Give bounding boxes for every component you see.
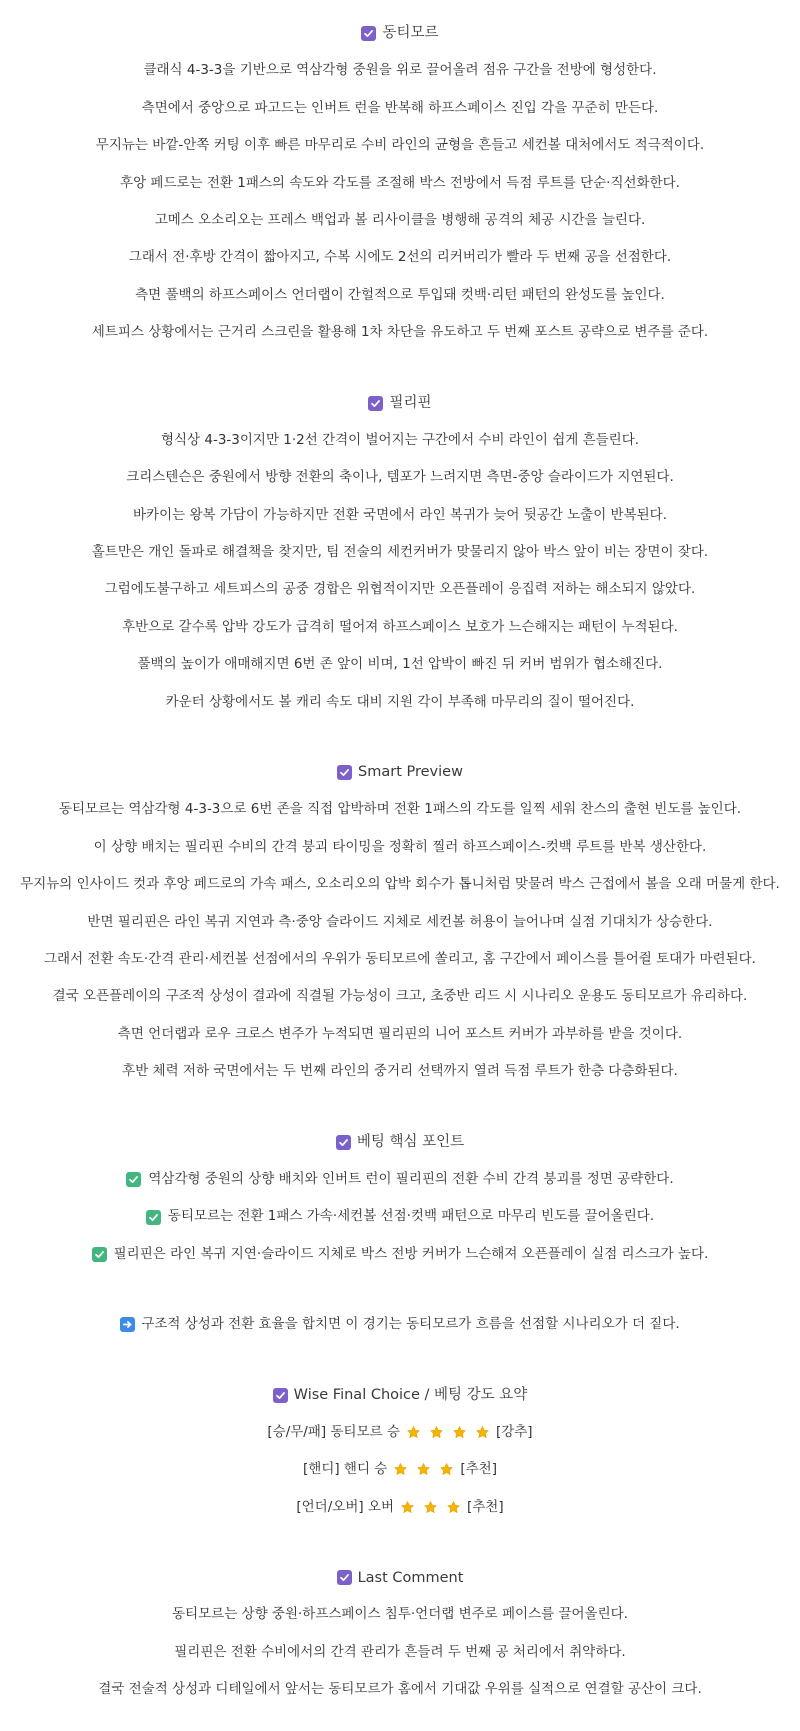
paragraph-line: 측면에서 중앙으로 파고드는 인버트 런을 반복해 하프스페이스 진입 각을 꾸준히 만든다. (141, 99, 659, 116)
pick-row (0, 1451, 800, 1488)
paragraph-line: 풀백의 높이가 애매해지면 6번 존 앞이 비며, 1선 압박이 빠진 뒤 커버 범위가 협소해진다. (137, 656, 663, 673)
checkbox-icon (337, 765, 352, 780)
star-icon (475, 1425, 490, 1440)
section-wise-final (0, 1377, 800, 1527)
paragraph-line: 필리핀은 전환 수비에서의 간격 관리가 흔들려 두 번째 공 처리에서 취약하다. (174, 1643, 626, 1660)
section-title: Last Comment (357, 1569, 464, 1586)
star-icon (439, 1462, 454, 1477)
star-icon (400, 1500, 415, 1515)
checkbox-icon (368, 396, 383, 411)
section-title: Wise Final Choice / 베팅 강도 요약 (293, 1386, 528, 1403)
bullet-text: 동티모르는 전환 1패스 가속·세컨볼 선점·컷백 패턴으로 마무리 빈도를 끌어올린다. (167, 1208, 655, 1225)
star-rating (396, 1500, 465, 1515)
paragraph-line: 후반으로 갈수록 압박 강도가 급격히 떨어져 하프스페이스 보호가 느슨해지는 패턴이 누적된다. (122, 618, 678, 635)
paragraph-line: 크리스텐슨은 중원에서 방향 전환의 축이나, 템포가 느려지면 측면-중앙 슬라이드가 지연된다. (126, 469, 674, 486)
star-icon (423, 1500, 438, 1515)
pick-label: [승/무/패] 동티모르 승 (267, 1423, 400, 1440)
paragraph-line: 형식상 4-3-3이지만 1·2선 간격이 벌어지는 구간에서 수비 라인이 쉽게 흔들린다. (160, 431, 640, 448)
checkbox-icon (336, 1135, 351, 1150)
paragraph-line: 그래서 전환 속도·간격 관리·세컨볼 선점에서의 우위가 동티모르에 쏠리고, 홈 구간에서 페이스를 틀어쥘 토대가 마련된다. (44, 950, 756, 967)
summary-text: 구조적 상성과 전환 효율을 합치면 이 경기는 동티모르가 흐름을 선점할 시나리오가 더 짙다. (141, 1316, 680, 1333)
pick-label: [언더/오버] 오버 (296, 1498, 394, 1515)
paragraph-line: 카운터 상황에서도 볼 캐리 속도 대비 지원 각이 부족해 마무리의 질이 떨어진다. (165, 693, 635, 710)
checkbox-icon (361, 26, 376, 41)
star-icon (446, 1500, 461, 1515)
pick-strength: [추천] (467, 1498, 504, 1515)
star-icon (393, 1462, 408, 1477)
star-icon (452, 1425, 467, 1440)
paragraph-line: 측면 풀백의 하프스페이스 언더랩이 간헐적으로 투입돼 컷백·리턴 패턴의 완성도를 높인다. (135, 286, 665, 303)
arrow-right-icon (120, 1317, 135, 1332)
paragraph-line: 그럼에도불구하고 세트피스의 공중 경합은 위협적이지만 오픈플레이 응집력 저하는 해소되지 않았다. (104, 581, 696, 598)
section-heading (0, 754, 800, 791)
section-title: Smart Preview (358, 764, 463, 781)
paragraph-line: 무지뉴의 인사이드 컷과 후앙 페드로의 가속 패스, 오소리오의 압박 회수가 톱니처럼 맞물려 박스 근접에서 볼을 오래 머물게 한다. (20, 876, 780, 893)
section-heading (0, 1559, 800, 1596)
paragraph-line: 측면 언더랩과 로우 크로스 변주가 누적되면 필리핀의 니어 포스트 커버가 과부하를 받을 것이다. (117, 1025, 683, 1042)
section-summary (0, 1306, 800, 1343)
green-check-icon (126, 1172, 141, 1187)
paragraph-line: 무지뉴는 바깥-안쪽 커팅 이후 빠른 마무리로 수비 라인의 균형을 흔들고 세컨볼 대처에서도 적극적이다. (95, 137, 705, 154)
summary-line (0, 1306, 800, 1343)
pick-row (0, 1414, 800, 1451)
pick-strength: [추천] (460, 1461, 497, 1478)
paragraph-line: 동티모르는 역삼각형 4-3-3으로 6번 존을 직접 압박하며 전환 1패스의 각도를 일찍 세워 찬스의 출현 빈도를 높인다. (58, 801, 742, 818)
green-check-icon (92, 1247, 107, 1262)
bullet-item (0, 1161, 800, 1198)
star-icon (429, 1425, 444, 1440)
pick-row (0, 1489, 800, 1526)
paragraph-line: 후앙 페드로는 전환 1패스의 속도와 각도를 조절해 박스 전방에서 득점 루트를 단순·직선화한다. (120, 174, 680, 191)
paragraph-line: 동티모르는 상향 중원·하프스페이스 침투·언더랩 변주로 페이스를 끌어올린다. (172, 1606, 628, 1623)
bullet-text: 역삼각형 중원의 상향 배치와 인버트 런이 필리핀의 전환 수비 간격 붕괴를 정면 공략한다. (148, 1170, 674, 1187)
paragraph-line: 클래식 4-3-3을 기반으로 역삼각형 중원을 위로 끌어올려 점유 구간을 전방에 형성한다. (143, 62, 657, 79)
section-philippines (0, 385, 800, 722)
paragraph-line: 후반 체력 저하 국면에서는 두 번째 라인의 중거리 선택까지 열려 득점 루트가 한층 다층화된다. (122, 1063, 678, 1080)
bullet-item (0, 1198, 800, 1235)
bullet-item (0, 1236, 800, 1273)
pick-label: [핸디] 핸디 승 (303, 1461, 388, 1478)
paragraph-line: 반면 필리핀은 라인 복귀 지연과 측·중앙 슬라이드 지체로 세컨볼 허용이 늘어나며 실점 기대치가 상승한다. (87, 913, 713, 930)
bullet-text: 필리핀은 라인 복귀 지연·슬라이드 지체로 박스 전방 커버가 느슨해져 오픈플레이 실점 리스크가 높다. (113, 1245, 709, 1262)
green-check-icon (146, 1210, 161, 1225)
section-title: 동티모르 (382, 25, 439, 42)
checkbox-icon (337, 1570, 352, 1585)
paragraph-line: 바카이는 왕복 가담이 가능하지만 전환 국면에서 라인 복귀가 늦어 뒷공간 노출이 반복된다. (132, 506, 667, 523)
star-rating (389, 1462, 458, 1477)
section-heading (0, 385, 800, 422)
paragraph-line: 세트피스 상황에서는 근거리 스크린을 활용해 1차 차단을 유도하고 두 번째 포스트 공략으로 변주를 준다. (91, 324, 709, 341)
section-dongtimor (0, 15, 800, 352)
checkbox-icon (273, 1388, 288, 1403)
section-title: 베팅 핵심 포인트 (356, 1133, 465, 1150)
section-last-comment (0, 1559, 800, 1709)
paragraph-line: 고메스 오소리오는 프레스 백업과 볼 리사이클을 병행해 공격의 체공 시간을 늘린다. (154, 211, 646, 228)
section-heading (0, 1377, 800, 1414)
section-heading (0, 1124, 800, 1161)
paragraph-line: 결국 전술적 상성과 디테일에서 앞서는 동티모르가 홈에서 기대값 우위를 실적으로 연결할 공산이 크다. (98, 1681, 702, 1698)
section-smart-preview (0, 754, 800, 1091)
section-title: 필리핀 (389, 394, 432, 411)
paragraph-line: 이 상향 배치는 필리핀 수비의 간격 붕괴 타이밍을 정확히 찔러 하프스페이스-컷백 루트를 반복 생산한다. (93, 838, 707, 855)
paragraph-line: 결국 오픈플레이의 구조적 상성이 결과에 직결될 가능성이 크고, 초중반 리드 시 시나리오 운용도 동티모르가 유리하다. (52, 988, 748, 1005)
paragraph-line: 그래서 전·후방 간격이 짧아지고, 수복 시에도 2선의 리커버리가 빨라 두 번째 공을 선점한다. (128, 249, 672, 266)
star-icon (406, 1425, 421, 1440)
pick-strength: [강추] (495, 1423, 533, 1440)
section-betting-points (0, 1124, 800, 1274)
star-icon (416, 1462, 431, 1477)
star-rating (402, 1425, 494, 1440)
section-heading (0, 15, 800, 52)
paragraph-line: 홀트만은 개인 돌파로 해결책을 찾지만, 팀 전술의 세컨커버가 맞물리지 않아 박스 앞이 비는 장면이 잦다. (91, 544, 709, 561)
